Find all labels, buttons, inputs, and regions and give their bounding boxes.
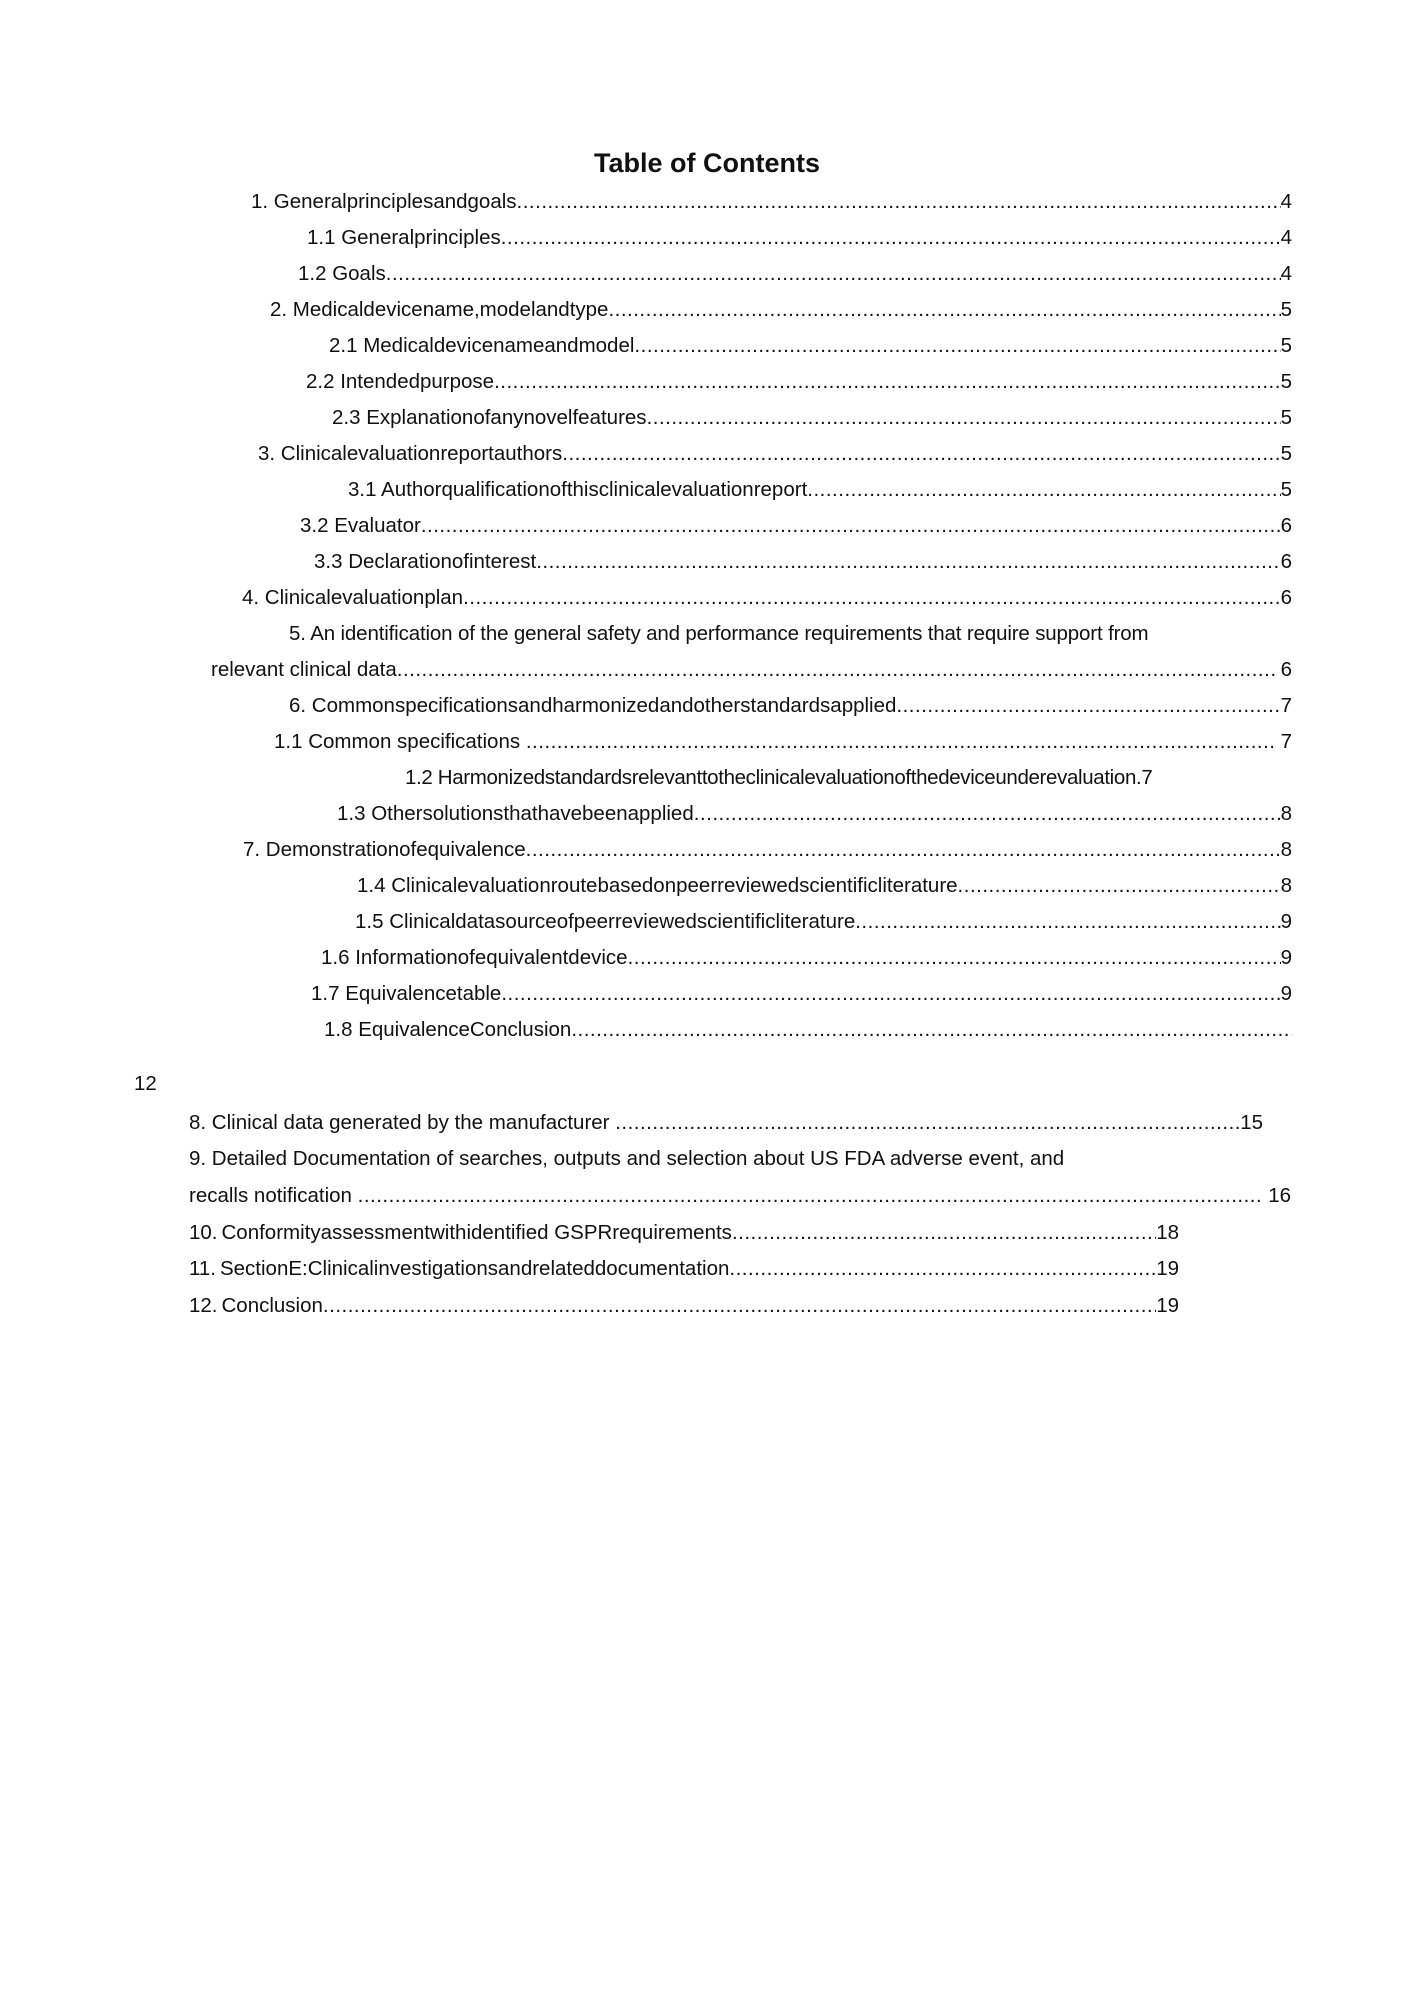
toc-entry[interactable]	[211, 655, 1292, 685]
toc-page-number: 8	[1280, 838, 1292, 861]
toc-entry-text: 1.4 Clinicalevaluationroutebasedonpeerreviewedscientificliterature	[357, 874, 958, 897]
toc-entry[interactable]	[243, 835, 1292, 865]
toc-title: Table of Contents	[594, 148, 820, 178]
toc-entry-text: 3. Clinicalevaluationreportauthors	[258, 442, 563, 465]
toc-entry-text: 1.8 EquivalenceConclusion	[324, 1018, 572, 1041]
toc-page-number: 5	[1280, 406, 1292, 429]
dot-leader	[323, 1291, 1156, 1321]
dot-leader	[526, 835, 1281, 865]
toc-page-number: 5	[1280, 334, 1292, 357]
toc-entry[interactable]	[355, 907, 1292, 937]
toc-page-number: 15	[1240, 1111, 1263, 1134]
dot-leader	[615, 1108, 1240, 1138]
toc-page-number: 5	[1280, 442, 1292, 465]
dot-leader	[494, 367, 1281, 397]
toc-entry[interactable]	[270, 295, 1292, 325]
toc-page-number: 7	[1280, 694, 1292, 717]
dot-leader	[634, 331, 1280, 361]
toc-entry[interactable]	[300, 511, 1292, 541]
dot-leader	[647, 403, 1281, 433]
dot-leader	[732, 1218, 1156, 1248]
toc-page-number: 19	[1156, 1294, 1179, 1317]
toc-entry-text: relevant clinical data	[211, 658, 397, 681]
toc-page-number: 7	[1141, 766, 1153, 789]
toc-page-number: 5	[1280, 478, 1292, 501]
toc-entry[interactable]	[189, 1144, 1064, 1174]
dot-leader	[694, 799, 1281, 829]
toc-entry-text: 4. Clinicalevaluationplan	[242, 586, 464, 609]
dot-leader	[958, 871, 1281, 901]
toc-entry-title: SectionE:Clinicalinvestigationsandrelateddocumentation	[219, 1257, 730, 1280]
dot-leader	[421, 511, 1281, 541]
toc-entry-text: 1.7 Equivalencetable	[311, 982, 502, 1005]
toc-page-number: 5	[1280, 298, 1292, 321]
dot-leader	[562, 439, 1280, 469]
dot-leader	[526, 727, 1275, 757]
toc-entry[interactable]	[348, 475, 1292, 505]
toc-page-number: 7	[1274, 730, 1292, 753]
toc-entry[interactable]	[189, 1108, 1263, 1138]
toc-entry[interactable]	[189, 1254, 1179, 1284]
dot-leader	[628, 943, 1281, 973]
toc-page-number: 18	[1156, 1221, 1179, 1244]
toc-entry[interactable]	[329, 331, 1292, 361]
toc-entry[interactable]	[357, 871, 1292, 901]
toc-entry-text: 1.2 Goals	[298, 262, 386, 285]
toc-entry[interactable]	[306, 367, 1292, 397]
toc-entry[interactable]	[274, 727, 1292, 757]
toc-entry[interactable]	[189, 1218, 1179, 1248]
toc-entry[interactable]	[337, 799, 1292, 829]
toc-page-number: 4	[1280, 226, 1292, 249]
toc-entry[interactable]	[289, 691, 1292, 721]
toc-entry[interactable]	[289, 619, 1292, 649]
toc-entry-text: 7. Demonstrationofequivalence	[243, 838, 526, 861]
toc-entry-text: 2. Medicaldevicename,modelandtype	[270, 298, 609, 321]
toc-page-number: 6	[1280, 586, 1292, 609]
toc-entry[interactable]	[251, 187, 1292, 217]
toc-entry-text: 2.2 Intendedpurpose	[306, 370, 495, 393]
toc-entry[interactable]	[258, 439, 1292, 469]
dot-leader	[536, 547, 1280, 577]
toc-page-number: 6	[1280, 550, 1292, 573]
toc-page-number: 5	[1280, 370, 1292, 393]
toc-page-number: 9	[1280, 982, 1292, 1005]
toc-entry-text: recalls notification	[189, 1184, 358, 1207]
toc-entry-text: 9. Detailed Documentation of searches, outputs and selection about US FDA adverse event, and	[189, 1147, 1065, 1170]
toc-page-number: 8	[1280, 874, 1292, 897]
toc-entry-text: 6. Commonspecificationsandharmonizedandotherstandardsapplied	[289, 694, 897, 717]
toc-entry-number: 10.	[189, 1221, 218, 1244]
orphan-page-number: 12	[134, 1072, 157, 1095]
toc-entry-text: 1.3 Othersolutionsthathavebeenapplied	[337, 802, 694, 825]
toc-entry[interactable]	[307, 223, 1292, 253]
toc-entry-text: 3.2 Evaluator	[300, 514, 421, 537]
dot-leader	[807, 475, 1280, 505]
toc-entry[interactable]	[298, 259, 1292, 289]
toc-page-number: 9	[1280, 910, 1292, 933]
dot-leader	[855, 907, 1280, 937]
toc-page-number: 8	[1280, 802, 1292, 825]
toc-entry-text: 3.3 Declarationofinterest	[314, 550, 537, 573]
toc-entry-text: 3.1 Authorqualificationofthisclinicalevaluationreport	[348, 478, 808, 501]
toc-entry-text: 1.1 Common specifications	[274, 730, 526, 753]
toc-page-number: 4	[1280, 262, 1292, 285]
dot-leader	[571, 1015, 1292, 1045]
toc-entry-text: 1. Generalprinciplesandgoals	[251, 190, 517, 213]
toc-entry[interactable]	[321, 943, 1292, 973]
dot-leader	[397, 655, 1275, 685]
toc-entry[interactable]	[324, 1015, 1292, 1045]
toc-entry[interactable]	[242, 583, 1292, 613]
toc-entry-text: 5. An identification of the general safety and performance requirements that require support from	[289, 622, 1149, 645]
toc-entry-number: 12.	[189, 1294, 218, 1317]
toc-entry[interactable]	[405, 763, 1292, 793]
dot-leader	[501, 979, 1280, 1009]
toc-entry[interactable]	[189, 1181, 1291, 1211]
toc-entry[interactable]	[332, 403, 1292, 433]
toc-entry-text: 1.6 Informationofequivalentdevice	[321, 946, 628, 969]
toc-entry[interactable]	[314, 547, 1292, 577]
toc-page-number: 19	[1156, 1257, 1179, 1280]
toc-page-number: 4	[1280, 190, 1292, 213]
toc-entry-title: Conformityassessmentwithidentified GSPRrequirements	[221, 1221, 732, 1244]
toc-entry[interactable]	[311, 979, 1292, 1009]
toc-entry-text: 1.2 Harmonizedstandardsrelevanttotheclinicalevaluationofthedeviceunderevaluation.	[405, 766, 1142, 789]
dot-leader	[517, 187, 1281, 217]
toc-page-number: 6	[1274, 658, 1292, 681]
dot-leader	[463, 583, 1281, 613]
dot-leader	[729, 1254, 1156, 1284]
dot-leader	[386, 259, 1281, 289]
toc-entry-title: Conclusion	[221, 1294, 323, 1317]
toc-entry-number: 11.	[189, 1257, 216, 1280]
toc-entry-text: 1.5 Clinicaldatasourceofpeerreviewedscientificliterature	[355, 910, 856, 933]
dot-leader	[501, 223, 1281, 253]
toc-entry-text: 8. Clinical data generated by the manufacturer	[189, 1111, 616, 1134]
toc-entry-text: 1.1 Generalprinciples	[307, 226, 501, 249]
toc-entry[interactable]	[189, 1291, 1179, 1321]
dot-leader	[896, 691, 1280, 721]
toc-page-number: 16	[1262, 1184, 1291, 1207]
toc-entry-text: 2.3 Explanationofanynovelfeatures	[332, 406, 647, 429]
toc-page-number: 9	[1280, 946, 1292, 969]
toc-entry-text: 2.1 Medicaldevicenameandmodel	[329, 334, 635, 357]
dot-leader	[608, 295, 1280, 325]
dot-leader	[358, 1181, 1263, 1211]
toc-page-number: 6	[1280, 514, 1292, 537]
